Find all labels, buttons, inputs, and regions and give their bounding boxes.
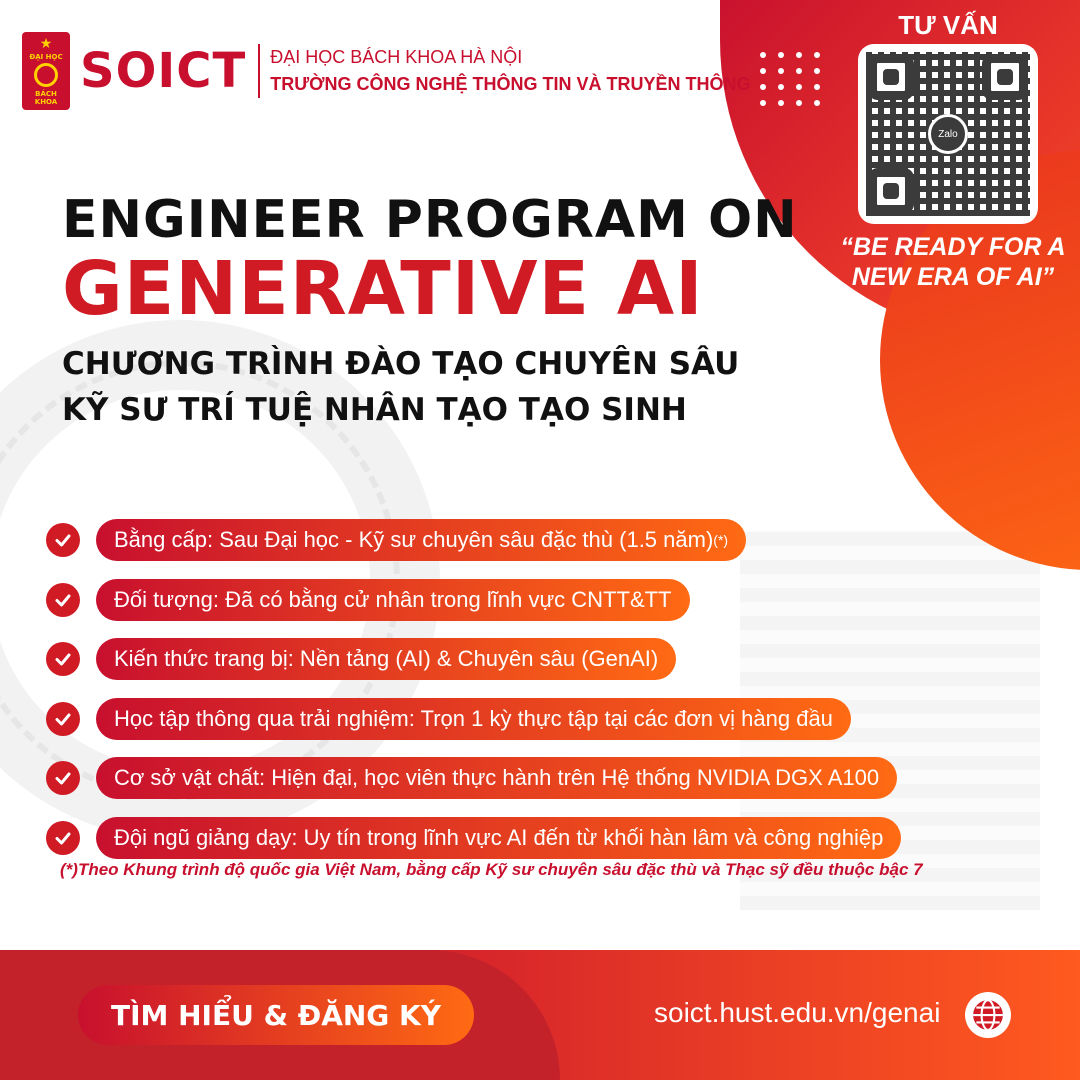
check-circle-icon <box>46 583 80 617</box>
star-icon: ★ <box>39 35 53 51</box>
check-circle-icon <box>46 702 80 736</box>
soict-logo: SOICT <box>80 43 247 99</box>
feature-pill <box>96 519 746 561</box>
feature-pill <box>96 579 690 621</box>
feature-list <box>46 518 901 875</box>
headline-line-2: GENERATIVE AI <box>62 246 704 332</box>
emblem-bottom-text: BÁCH KHOA <box>34 89 58 106</box>
logo-divider <box>258 44 260 98</box>
school-name: TRƯỜNG CÔNG NGHỆ THÔNG TIN VÀ TRUYỀN THÔNG <box>270 74 751 94</box>
emblem-top-text: ĐẠI HỌC <box>29 52 63 61</box>
feature-text: Học tập thông qua trải nghiệm: Trọn 1 kỳ thực tập tại các đơn vị hàng đầu <box>114 705 833 731</box>
headline-line-3: CHƯƠNG TRÌNH ĐÀO TẠO CHUYÊN SÂU <box>62 346 740 382</box>
check-circle-icon <box>46 821 80 855</box>
qr-code-pattern <box>866 52 1030 216</box>
dot-grid-decoration <box>760 52 822 106</box>
qr-code[interactable] <box>858 44 1038 224</box>
feature-text: Cơ sở vật chất: Hiện đại, học viên thực hành trên Hệ thống NVIDIA DGX A100 <box>114 765 880 790</box>
header-logo-block <box>22 32 751 110</box>
feature-item <box>46 816 901 860</box>
headline-line-4: KỸ SƯ TRÍ TUỆ NHÂN TẠO TẠO SINH <box>62 392 687 428</box>
footnote: (*)Theo Khung trình độ quốc gia Việt Nam, bằng cấp Kỹ sư chuyên sâu đặc thù và Thạc sỹ đều thuộc bậc 7 <box>60 860 923 879</box>
feature-item <box>46 578 901 622</box>
feature-item <box>46 756 901 800</box>
check-circle-icon <box>46 761 80 795</box>
feature-text: Kiến thức trang bị: Nền tảng (AI) & Chuyên sâu (GenAI) <box>114 646 659 671</box>
university-name: ĐẠI HỌC BÁCH KHOA HÀ NỘI <box>270 47 523 67</box>
feature-item <box>46 518 901 562</box>
qr-title: TƯ VẤN <box>898 10 998 40</box>
qr-finder-top-right <box>982 54 1028 100</box>
register-button[interactable]: TÌM HIỂU & ĐĂNG KÝ <box>78 985 474 1045</box>
headline-block <box>62 190 798 428</box>
feature-pill <box>96 817 901 859</box>
footnote-marker: (*) <box>713 532 729 548</box>
globe-icon[interactable] <box>965 992 1011 1038</box>
feature-item <box>46 697 901 741</box>
gear-icon <box>34 63 58 87</box>
footer-bar <box>0 950 1080 1080</box>
feature-item <box>46 637 901 681</box>
qr-finder-bottom-left <box>868 168 914 214</box>
feature-text: Bằng cấp: Sau Đại học - Kỹ sư chuyên sâu đặc thù (1.5 năm) <box>114 527 714 552</box>
qr-finder-top-left <box>868 54 914 100</box>
feature-text: Đội ngũ giảng dạy: Uy tín trong lĩnh vực AI đến từ khối hàn lâm và công nghiệp <box>114 824 884 850</box>
check-circle-icon <box>46 642 80 676</box>
feature-pill <box>96 638 676 680</box>
feature-pill <box>96 757 897 799</box>
website-link[interactable]: soict.hust.edu.vn/genai <box>654 997 941 1028</box>
slogan: “BE READY FOR A NEW ERA OF AI” <box>840 233 1066 291</box>
zalo-icon: Zalo <box>928 114 968 154</box>
bach-khoa-emblem-icon <box>22 32 70 110</box>
feature-pill <box>96 698 851 740</box>
check-circle-icon <box>46 523 80 557</box>
feature-text: Đối tượng: Đã có bằng cử nhân trong lĩnh vực CNTT&TT <box>114 586 672 612</box>
headline-line-1: ENGINEER PROGRAM ON <box>62 190 798 250</box>
